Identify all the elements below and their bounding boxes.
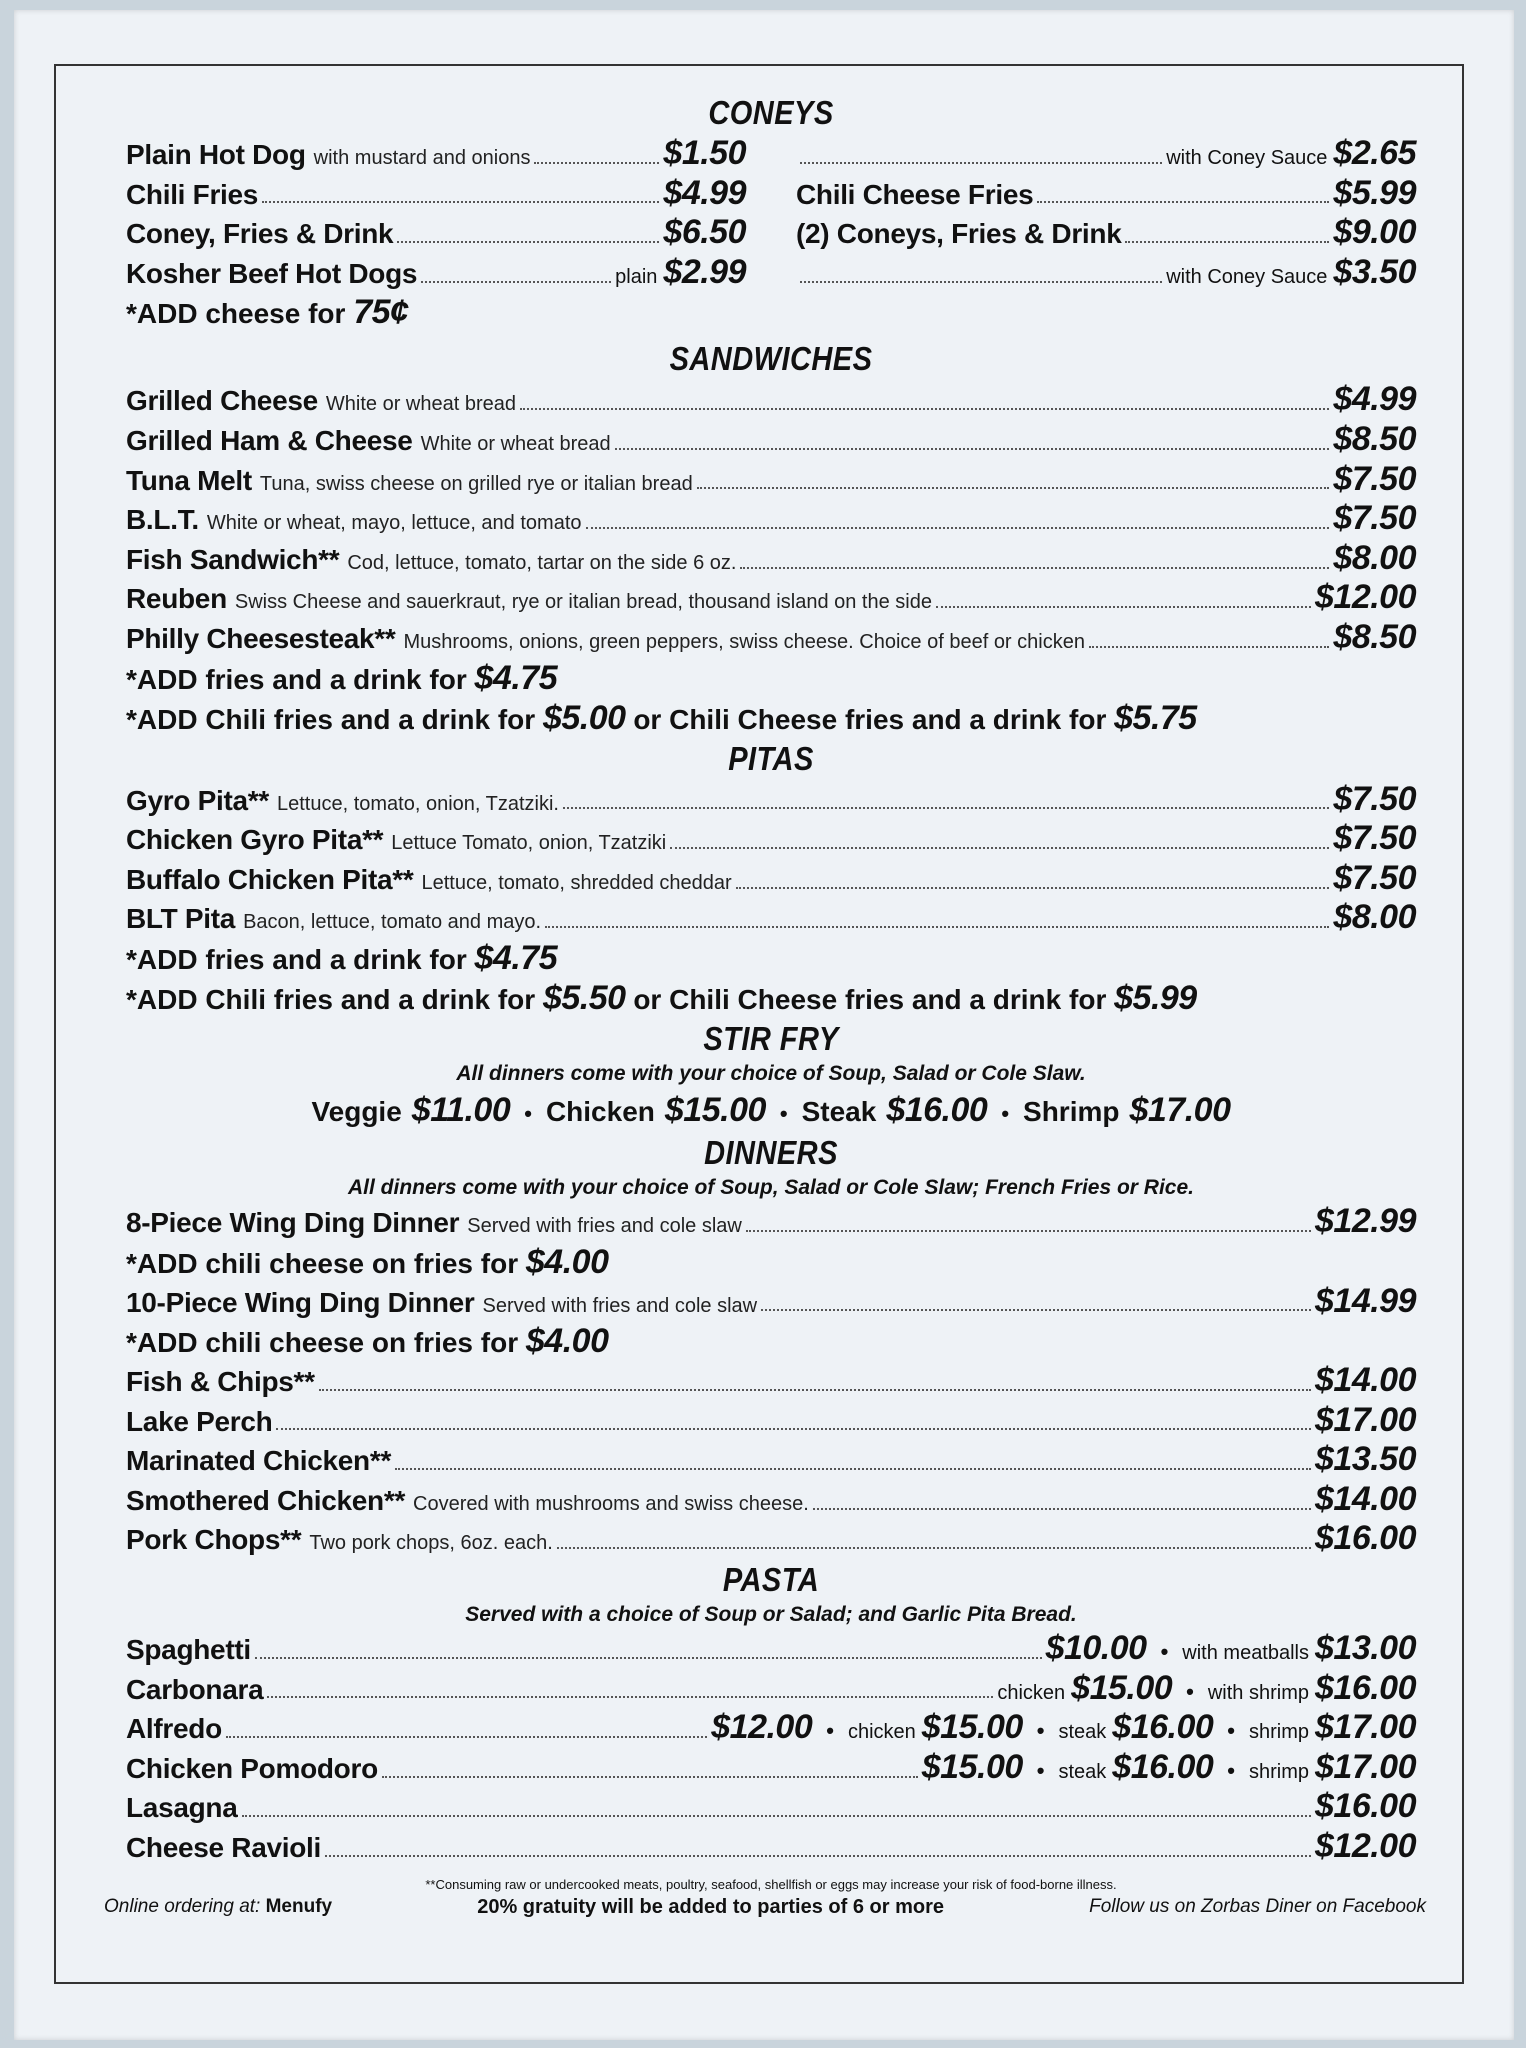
menu-item [126, 819, 1416, 859]
item-name: BLT Pita [126, 903, 236, 935]
menu-item [126, 1787, 1416, 1827]
addon-text: *ADD Chili fries and a drink for [126, 703, 536, 735]
item-price: $15.00 [921, 1708, 1023, 1747]
item-price: $12.00 [711, 1708, 813, 1747]
item-name: Grilled Ham & Cheese [126, 424, 413, 456]
item-price: $9.00 [1333, 213, 1416, 252]
option-price: $11.00 [411, 1090, 511, 1129]
item-name: Chili Cheese Fries [796, 178, 1034, 210]
leader-dots [397, 241, 659, 243]
leader-dots [276, 1428, 1311, 1430]
item-name: 10-Piece Wing Ding Dinner [126, 1286, 475, 1318]
section-title-dinners: DINNERS [704, 1133, 838, 1171]
gratuity-note: 20% gratuity will be added to parties of 6 or more [477, 1895, 944, 1918]
item-name: Philly Cheesesteak** [126, 622, 396, 654]
bullet: • [1036, 1757, 1045, 1783]
addon-line [126, 938, 1416, 978]
leader-dots [1037, 201, 1329, 203]
item-price: $7.50 [1333, 858, 1416, 897]
addon-text: *ADD chili cheese on fries for [126, 1247, 519, 1279]
online-ordering [104, 1896, 332, 1918]
item-price: $8.50 [1333, 617, 1416, 656]
item-price: $13.50 [1315, 1440, 1416, 1479]
option-name: Chicken [545, 1095, 655, 1127]
addon-price: $4.00 [525, 1322, 609, 1361]
leader-dots [761, 1309, 1311, 1311]
item-name: Tuna Melt [126, 464, 252, 496]
item-price: $16.00 [1112, 1747, 1214, 1786]
item-price: $4.99 [663, 173, 746, 212]
item-variant: shrimp [1248, 1760, 1309, 1783]
addon-text: *ADD fries and a drink for [126, 663, 467, 695]
menu-item [126, 780, 1416, 820]
addon-line [126, 1321, 1416, 1361]
item-name: Fish Sandwich** [126, 543, 340, 575]
footer [104, 1896, 1426, 1919]
item-desc: Mushrooms, onions, green peppers, swiss cheese. Choice of beef or chicken [403, 630, 1085, 653]
allergy-note: **Consuming raw or undercooked meats, poultry, seafood, shellfish or eggs may increase your risk of food-borne illness. [425, 1876, 1117, 1892]
menu-item [126, 460, 1416, 500]
addon-text: or Chili Cheese fries and a drink for [633, 983, 1107, 1015]
bullet: • [1186, 1678, 1194, 1704]
leader-dots [746, 1230, 1311, 1232]
section-title-stirfry: STIR FRY [703, 1019, 839, 1057]
menu-item [126, 1440, 1416, 1480]
leader-dots [586, 527, 1330, 529]
item-price: $8.50 [1333, 419, 1416, 458]
section-title-pitas: PITAS [728, 739, 814, 777]
menu-item [126, 1748, 1416, 1788]
item-price: $14.00 [1315, 1479, 1416, 1518]
item-price: $3.50 [1333, 252, 1416, 291]
item-desc: Two pork chops, 6oz. each. [309, 1532, 553, 1555]
bullet: • [1227, 1757, 1235, 1783]
item-price: $14.00 [1315, 1361, 1416, 1400]
item-price: $14.99 [1315, 1281, 1416, 1320]
menu-item [126, 1361, 1416, 1401]
menu-item [126, 420, 1416, 460]
section-subtitle: All dinners come with your choice of Soup, Salad or Cole Slaw; French Fries or Rice. [347, 1175, 1194, 1199]
item-desc: Served with fries and cole slaw [482, 1294, 758, 1317]
item-name: Lake Perch [126, 1405, 273, 1437]
menu-item [126, 134, 746, 174]
item-name: Spaghetti [126, 1634, 251, 1666]
item-name: Chili Fries [126, 178, 259, 210]
leader-dots [563, 807, 1329, 809]
section-title-coneys: CONEYS [708, 94, 834, 131]
item-name: Alfredo [126, 1713, 222, 1745]
item-price: $17.00 [1315, 1400, 1416, 1439]
leader-dots [226, 1736, 707, 1738]
section-title-pasta: PASTA [722, 1561, 820, 1599]
item-desc: Cod, lettuce, tomato, tartar on the side 6 oz. [347, 551, 737, 574]
leader-dots [736, 887, 1330, 889]
item-price: $7.50 [1333, 459, 1416, 498]
item-desc: Bacon, lettuce, tomato and mayo. [243, 911, 542, 934]
item-price: $15.00 [921, 1747, 1023, 1786]
menu-item [126, 578, 1416, 618]
section-title-sandwiches: SANDWICHES [669, 340, 873, 378]
item-name: Grilled Cheese [126, 385, 318, 417]
facebook-note: Follow us on Zorbas Diner on Facebook [1089, 1896, 1426, 1918]
item-price: $5.99 [1333, 173, 1416, 212]
leader-dots [325, 1855, 1311, 1857]
item-name: B.L.T. [126, 504, 199, 536]
addon-line [126, 658, 1416, 698]
addon-text: *ADD cheese for [126, 298, 346, 330]
section-subtitle: Served with a choice of Soup or Salad; and Garlic Pita Bread. [465, 1603, 1077, 1627]
item-price: $8.00 [1333, 898, 1416, 937]
online-label: Online ordering at: [104, 1896, 261, 1918]
item-price: $16.00 [1112, 1708, 1214, 1747]
menu-item [796, 134, 1416, 174]
item-name: Chicken Gyro Pita** [126, 824, 384, 856]
item-desc: Lettuce Tomato, onion, Tzatziki [391, 832, 667, 855]
leader-dots [1125, 241, 1329, 243]
item-variant: with Coney Sauce [1166, 265, 1328, 288]
item-variant: steak [1058, 1760, 1107, 1783]
menu-item [796, 174, 1416, 214]
menu-item [126, 1401, 1416, 1441]
menu-item [126, 1708, 1416, 1748]
bullet: • [1160, 1639, 1169, 1665]
item-name: Chicken Pomodoro [126, 1752, 378, 1784]
item-variant: with Coney Sauce [1166, 147, 1328, 169]
addon-line [126, 698, 1416, 738]
section-subtitle: All dinners come with your choice of Soup, Salad or Cole Slaw. [456, 1061, 1086, 1085]
item-price: $4.99 [1333, 380, 1416, 419]
item-price: $8.00 [1333, 538, 1416, 577]
item-price: $13.00 [1315, 1629, 1416, 1668]
item-name: Coney, Fries & Drink [126, 218, 394, 250]
addon-price: $5.99 [1114, 978, 1197, 1017]
item-price: $2.65 [1333, 134, 1416, 172]
item-name: Pork Chops** [126, 1524, 302, 1556]
bullet: • [1036, 1718, 1045, 1744]
item-desc: White or wheat, mayo, lettuce, and tomato [206, 512, 582, 535]
item-price: $17.00 [1315, 1747, 1416, 1786]
item-price: $12.00 [1315, 1827, 1416, 1866]
item-variant: with shrimp [1207, 1681, 1309, 1704]
item-name: Smothered Chicken** [126, 1484, 406, 1516]
item-price: $7.50 [1333, 779, 1416, 818]
item-desc: White or wheat bread [420, 432, 611, 455]
leader-dots [520, 408, 1329, 410]
item-variant: chicken [847, 1721, 916, 1744]
item-desc: Served with fries and cole slaw [467, 1214, 742, 1237]
leader-dots [255, 1657, 1042, 1659]
leader-dots [800, 162, 1162, 164]
item-desc: Lettuce, tomato, onion, Tzatziki. [276, 792, 559, 815]
leader-dots [697, 487, 1330, 489]
leader-dots [545, 926, 1329, 928]
stirfry-options [126, 1088, 1416, 1132]
online-link[interactable]: Menufy [265, 1896, 333, 1918]
item-price: $15.00 [1071, 1668, 1173, 1707]
menu-item [126, 499, 1416, 539]
menu-item [126, 1827, 1416, 1867]
option-price: $16.00 [886, 1090, 988, 1129]
leader-dots [670, 847, 1329, 849]
leader-dots [800, 281, 1162, 283]
item-price: $16.00 [1315, 1787, 1416, 1826]
addon-line [126, 978, 1416, 1018]
option-price: $15.00 [664, 1090, 766, 1129]
item-price: $7.50 [1333, 499, 1416, 538]
item-name: (2) Coneys, Fries & Drink [796, 218, 1122, 250]
addon-price: $5.00 [542, 698, 626, 737]
item-name: Cheese Ravioli [126, 1832, 321, 1864]
leader-dots [319, 1389, 1311, 1391]
item-price: $12.00 [1315, 578, 1416, 617]
leader-dots [267, 1696, 993, 1698]
option-name: Steak [801, 1095, 877, 1127]
menu-item [126, 174, 746, 214]
menu-item [126, 1282, 1416, 1322]
item-name: Plain Hot Dog [126, 139, 306, 170]
menu-item [126, 898, 1416, 938]
bullet: • [1001, 1100, 1010, 1126]
addon-text: *ADD fries and a drink for [126, 943, 467, 975]
menu-item [126, 1629, 1416, 1669]
item-variant: steak [1058, 1721, 1107, 1744]
option-name: Veggie [311, 1095, 402, 1127]
menu-item [126, 1480, 1416, 1520]
coneys-columns [126, 134, 1416, 292]
addon-line [126, 292, 1416, 332]
item-variant: shrimp [1248, 1721, 1309, 1744]
item-name: Lasagna [126, 1792, 238, 1824]
menu-item [126, 1519, 1416, 1559]
addon-price: 75¢ [353, 293, 409, 332]
menu-item [126, 539, 1416, 579]
leader-dots [421, 281, 611, 283]
item-name: Fish & Chips** [126, 1366, 315, 1398]
menu-item [126, 1669, 1416, 1709]
item-name: Kosher Beef Hot Dogs [126, 257, 418, 289]
item-name: Marinated Chicken** [126, 1445, 392, 1477]
coneys-right [796, 134, 1416, 292]
addon-price: $4.75 [474, 938, 558, 977]
menu-item [126, 618, 1416, 658]
leader-dots [1089, 646, 1329, 648]
coneys-left [126, 134, 746, 292]
item-desc: Lettuce, tomato, shredded cheddar [421, 871, 732, 894]
leader-dots [740, 567, 1329, 569]
item-name: Buffalo Chicken Pita** [126, 863, 414, 895]
leader-dots [557, 1547, 1311, 1549]
option-price: $17.00 [1129, 1090, 1231, 1129]
item-desc: Swiss Cheese and sauerkraut, rye or italian bread, thousand island on the side [234, 591, 932, 614]
item-desc: Covered with mushrooms and swiss cheese. [413, 1492, 809, 1515]
menu-item [126, 380, 1416, 420]
menu-item [126, 253, 746, 293]
leader-dots [813, 1508, 1311, 1510]
item-name: 8-Piece Wing Ding Dinner [126, 1206, 460, 1238]
addon-price: $5.75 [1114, 698, 1197, 737]
item-price: $17.00 [1315, 1708, 1416, 1747]
bullet: • [524, 1100, 532, 1126]
item-name: Carbonara [126, 1673, 264, 1705]
leader-dots [395, 1468, 1311, 1470]
item-price: $12.99 [1315, 1201, 1416, 1240]
bullet: • [826, 1718, 834, 1744]
leader-dots [534, 162, 659, 164]
addon-text: *ADD Chili fries and a drink for [126, 983, 536, 1015]
item-price: $16.00 [1315, 1519, 1416, 1558]
leader-dots [262, 201, 659, 203]
item-variant: chicken [997, 1681, 1066, 1704]
addon-price: $4.00 [525, 1242, 609, 1281]
bullet: • [1227, 1718, 1235, 1744]
addon-price: $4.75 [474, 658, 558, 697]
bullet: • [779, 1100, 788, 1126]
item-price: $16.00 [1315, 1668, 1416, 1707]
menu-item [796, 253, 1416, 293]
item-price: $7.50 [1333, 819, 1416, 858]
item-price: $1.50 [663, 134, 746, 172]
item-name: Gyro Pita** [126, 784, 269, 816]
menu-item [126, 213, 746, 253]
item-price: $6.50 [663, 213, 746, 252]
item-desc: Tuna, swiss cheese on grilled rye or italian bread [259, 472, 693, 495]
menu-item [796, 213, 1416, 253]
leader-dots [615, 448, 1330, 450]
item-desc: White or wheat bread [325, 393, 516, 416]
addon-text: *ADD chili cheese on fries for [126, 1327, 519, 1359]
menu-item [126, 1202, 1416, 1242]
addon-text: or Chili Cheese fries and a drink for [633, 703, 1107, 735]
leader-dots [382, 1776, 918, 1778]
addon-line [126, 1242, 1416, 1282]
addon-price: $5.50 [542, 978, 626, 1017]
item-desc: with mustard and onions [313, 147, 531, 169]
item-price: $2.99 [663, 252, 746, 291]
leader-dots [936, 606, 1311, 608]
menu-item [126, 859, 1416, 899]
item-name: Reuben [126, 583, 227, 615]
option-name: Shrimp [1023, 1095, 1120, 1127]
leader-dots [242, 1815, 1312, 1817]
item-price: $10.00 [1045, 1629, 1147, 1668]
item-variant: with meatballs [1182, 1642, 1309, 1665]
item-variant: plain [615, 265, 658, 288]
menu-content [104, 92, 1426, 1919]
